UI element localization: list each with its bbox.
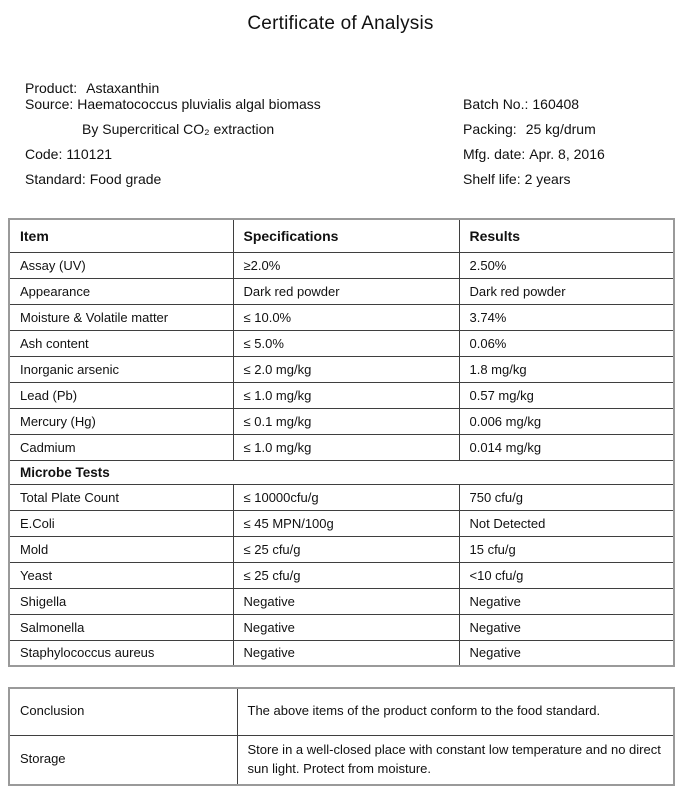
product-label: Product: <box>25 80 78 96</box>
microbe-tests-section-row <box>9 460 674 484</box>
conclusion-storage-table <box>8 687 675 786</box>
info-left-column <box>25 92 321 192</box>
result-cell: 2.50% <box>459 252 674 278</box>
conclusion-text: The above items of the product conform to the food standard. <box>237 688 674 735</box>
conclusion-row <box>9 688 674 735</box>
batch-line <box>463 92 605 117</box>
shelf-life-value: 2 years <box>524 171 571 187</box>
table-row <box>9 434 674 460</box>
storage-label: Storage <box>9 735 237 785</box>
spec-cell: ≤ 10.0% <box>233 304 459 330</box>
packing-value: 25 kg/drum <box>525 121 596 137</box>
result-cell: 750 cfu/g <box>459 484 674 510</box>
spec-cell: Negative <box>233 614 459 640</box>
result-cell: Dark red powder <box>459 278 674 304</box>
batch-value: 160408 <box>532 96 580 112</box>
source-value: Haematococcus pluvialis algal biomass <box>77 96 321 112</box>
mfg-date-value: Apr. 8, 2016 <box>529 146 605 162</box>
table-row <box>9 304 674 330</box>
standard-line <box>25 167 321 192</box>
spec-cell: ≤ 25 cfu/g <box>233 536 459 562</box>
item-cell: Yeast <box>9 562 233 588</box>
source-label: Source: <box>25 96 74 112</box>
result-cell: 0.06% <box>459 330 674 356</box>
table-row <box>9 484 674 510</box>
column-header-specifications: Specifications <box>233 219 459 252</box>
extraction-line <box>25 117 321 142</box>
result-cell: Not Detected <box>459 510 674 536</box>
result-cell: 0.014 mg/kg <box>459 434 674 460</box>
spec-cell: ≥2.0% <box>233 252 459 278</box>
table-row <box>9 252 674 278</box>
batch-label: Batch No.: <box>463 96 529 112</box>
column-header-results: Results <box>459 219 674 252</box>
table-row <box>9 640 674 666</box>
table-row <box>9 536 674 562</box>
code-value: 110121 <box>66 146 113 162</box>
section-header: Microbe Tests <box>9 460 674 484</box>
shelf-life-line <box>463 167 605 192</box>
packing-label: Packing: <box>463 121 517 137</box>
spec-cell: ≤ 1.0 mg/kg <box>233 434 459 460</box>
item-cell: Assay (UV) <box>9 252 233 278</box>
table-row <box>9 408 674 434</box>
standard-label: Standard: <box>25 171 86 187</box>
storage-text: Store in a well-closed place with constant low temperature and no direct sun light. Protect from moisture. <box>237 735 674 785</box>
item-cell: Inorganic arsenic <box>9 356 233 382</box>
item-cell: Ash content <box>9 330 233 356</box>
result-cell: 3.74% <box>459 304 674 330</box>
analysis-table <box>8 218 675 667</box>
item-cell: Total Plate Count <box>9 484 233 510</box>
column-header-item: Item <box>9 219 233 252</box>
table-row <box>9 278 674 304</box>
item-cell: Cadmium <box>9 434 233 460</box>
packing-line <box>463 117 605 142</box>
mfg-date-label: Mfg. date: <box>463 146 526 162</box>
shelf-life-label: Shelf life: <box>463 171 521 187</box>
item-cell: Shigella <box>9 588 233 614</box>
product-value: Astaxanthin <box>86 80 160 96</box>
result-cell: <10 cfu/g <box>459 562 674 588</box>
storage-row <box>9 735 674 785</box>
spec-cell: ≤ 25 cfu/g <box>233 562 459 588</box>
item-cell: Salmonella <box>9 614 233 640</box>
standard-value: Food grade <box>89 171 162 187</box>
spec-cell: Negative <box>233 588 459 614</box>
conclusion-label: Conclusion <box>9 688 237 735</box>
table-row <box>9 510 674 536</box>
item-cell: Staphylococcus aureus <box>9 640 233 666</box>
spec-cell: ≤ 45 MPN/100g <box>233 510 459 536</box>
item-cell: Appearance <box>9 278 233 304</box>
extraction-value: By Supercritical CO₂ extraction <box>82 121 275 137</box>
result-cell: 15 cfu/g <box>459 536 674 562</box>
table-row <box>9 382 674 408</box>
result-cell: 0.57 mg/kg <box>459 382 674 408</box>
info-right-column <box>463 92 605 192</box>
table-row <box>9 562 674 588</box>
table-row <box>9 614 674 640</box>
page-title: Certificate of Analysis <box>247 13 434 34</box>
code-line <box>25 142 321 167</box>
spec-cell: ≤ 5.0% <box>233 330 459 356</box>
mfg-date-line <box>463 142 605 167</box>
table-row <box>9 330 674 356</box>
code-label: Code: <box>25 146 63 162</box>
spec-cell: Dark red powder <box>233 278 459 304</box>
result-cell: 1.8 mg/kg <box>459 356 674 382</box>
result-cell: 0.006 mg/kg <box>459 408 674 434</box>
spec-cell: Negative <box>233 640 459 666</box>
spec-cell: ≤ 10000cfu/g <box>233 484 459 510</box>
result-cell: Negative <box>459 640 674 666</box>
item-cell: Mold <box>9 536 233 562</box>
item-cell: Moisture & Volatile matter <box>9 304 233 330</box>
result-cell: Negative <box>459 588 674 614</box>
table-row <box>9 356 674 382</box>
table-header-row <box>9 219 674 252</box>
spec-cell: ≤ 1.0 mg/kg <box>233 382 459 408</box>
item-cell: Mercury (Hg) <box>9 408 233 434</box>
spec-cell: ≤ 2.0 mg/kg <box>233 356 459 382</box>
item-cell: E.Coli <box>9 510 233 536</box>
item-cell: Lead (Pb) <box>9 382 233 408</box>
table-row <box>9 588 674 614</box>
spec-cell: ≤ 0.1 mg/kg <box>233 408 459 434</box>
result-cell: Negative <box>459 614 674 640</box>
source-line <box>25 92 321 117</box>
